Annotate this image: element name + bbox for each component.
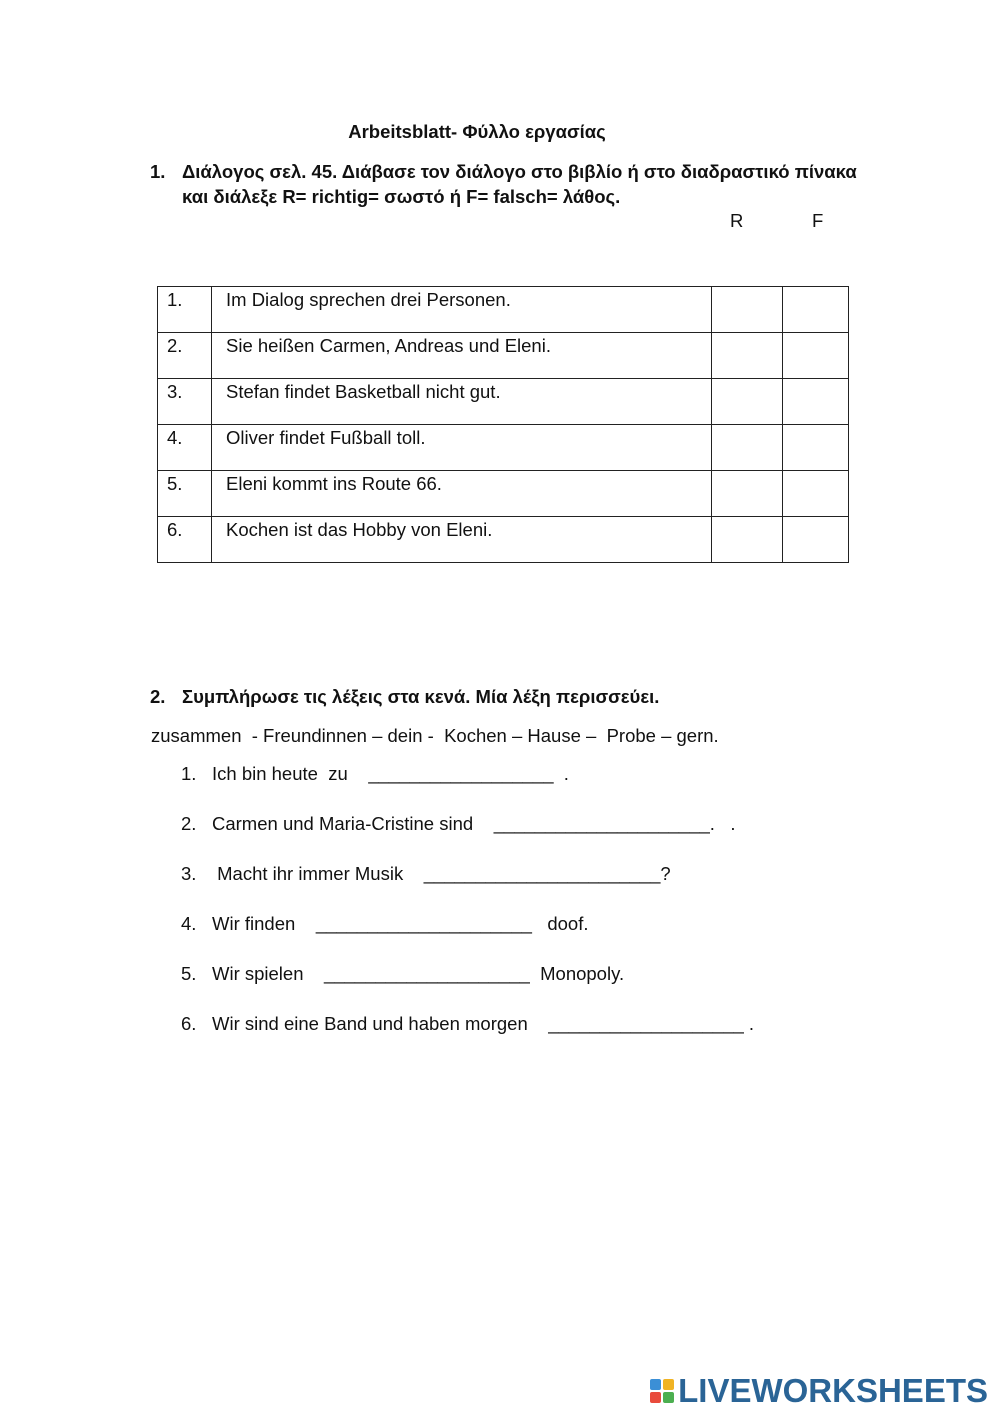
row-statement: Oliver findet Fußball toll. bbox=[212, 425, 712, 471]
gap-item-text[interactable]: Ich bin heute zu __________________ . bbox=[212, 763, 569, 784]
liveworksheets-logo-icon bbox=[650, 1379, 674, 1403]
gap-item-number: 3. bbox=[181, 863, 197, 884]
table-row bbox=[158, 425, 849, 471]
answer-cell-f[interactable] bbox=[783, 333, 849, 379]
logo-square bbox=[663, 1379, 674, 1390]
answer-cell-f[interactable] bbox=[783, 379, 849, 425]
answer-cell-r[interactable] bbox=[712, 333, 783, 379]
section1-instruction-text: Διάλογος σελ. 45. Διάβασε τον διάλογο στο βιβλίο ή στο διαδραστικό πίνακα και διάλεξε R= richtig= σωστό ή F= falsch= λάθος. bbox=[182, 161, 857, 207]
answer-cell-r[interactable] bbox=[712, 425, 783, 471]
gap-item-number: 4. bbox=[181, 913, 197, 934]
column-label-r: R bbox=[730, 210, 744, 231]
row-statement: Im Dialog sprechen drei Personen. bbox=[212, 287, 712, 333]
gap-item bbox=[181, 963, 754, 1013]
answer-cell-f[interactable] bbox=[783, 425, 849, 471]
row-number: 5. bbox=[158, 471, 212, 517]
worksheet-title: Arbeitsblatt- Φύλλο εργασίας bbox=[348, 121, 606, 142]
word-bank: zusammen - Freundinnen – dein - Kochen – Hause – Probe – gern. bbox=[151, 725, 719, 746]
answer-cell-r[interactable] bbox=[712, 471, 783, 517]
gap-item-text[interactable]: Wir sind eine Band und haben morgen ___________________ . bbox=[212, 1013, 755, 1034]
gap-item bbox=[181, 813, 754, 863]
row-statement: Kochen ist das Hobby von Eleni. bbox=[212, 517, 712, 563]
row-number: 6. bbox=[158, 517, 212, 563]
table-row bbox=[158, 517, 849, 563]
table-row bbox=[158, 471, 849, 517]
table-row bbox=[158, 287, 849, 333]
column-label-f: F bbox=[812, 210, 824, 231]
gap-fill-list bbox=[181, 763, 754, 1063]
footer-brand bbox=[650, 1372, 988, 1410]
row-number: 2. bbox=[158, 333, 212, 379]
row-number: 1. bbox=[158, 287, 212, 333]
row-statement: Stefan findet Basketball nicht gut. bbox=[212, 379, 712, 425]
section1-number: 1. bbox=[150, 161, 166, 182]
gap-item-number: 1. bbox=[181, 763, 197, 784]
logo-square bbox=[650, 1392, 661, 1403]
brand-name: LIVEWORKSHEETS bbox=[678, 1372, 988, 1409]
gap-item bbox=[181, 863, 754, 913]
row-statement: Sie heißen Carmen, Andreas und Eleni. bbox=[212, 333, 712, 379]
section1-instruction bbox=[150, 159, 870, 209]
answer-cell-r[interactable] bbox=[712, 287, 783, 333]
gap-item bbox=[181, 763, 754, 813]
section2-instruction bbox=[150, 686, 659, 708]
gap-item bbox=[181, 1013, 754, 1063]
logo-square bbox=[663, 1392, 674, 1403]
gap-item bbox=[181, 913, 754, 963]
table-row bbox=[158, 379, 849, 425]
row-statement: Eleni kommt ins Route 66. bbox=[212, 471, 712, 517]
answer-cell-r[interactable] bbox=[712, 517, 783, 563]
true-false-table bbox=[157, 286, 849, 563]
answer-cell-f[interactable] bbox=[783, 517, 849, 563]
answer-cell-f[interactable] bbox=[783, 287, 849, 333]
gap-item-text[interactable]: Macht ihr immer Musik _______________________? bbox=[212, 863, 671, 884]
answer-cell-f[interactable] bbox=[783, 471, 849, 517]
logo-square bbox=[650, 1379, 661, 1390]
gap-item-text[interactable]: Carmen und Maria-Cristine sind _____________________. . bbox=[212, 813, 736, 834]
row-number: 4. bbox=[158, 425, 212, 471]
table-row bbox=[158, 333, 849, 379]
answer-cell-r[interactable] bbox=[712, 379, 783, 425]
gap-item-text[interactable]: Wir spielen ____________________ Monopoly. bbox=[212, 963, 625, 984]
gap-item-number: 5. bbox=[181, 963, 197, 984]
gap-item-number: 2. bbox=[181, 813, 197, 834]
gap-item-number: 6. bbox=[181, 1013, 197, 1034]
section2-instruction-text: Συμπλήρωσε τις λέξεις στα κενά. Μία λέξη περισσεύει. bbox=[182, 686, 660, 707]
section2-number: 2. bbox=[150, 686, 166, 707]
row-number: 3. bbox=[158, 379, 212, 425]
gap-item-text[interactable]: Wir finden _____________________ doof. bbox=[212, 913, 589, 934]
